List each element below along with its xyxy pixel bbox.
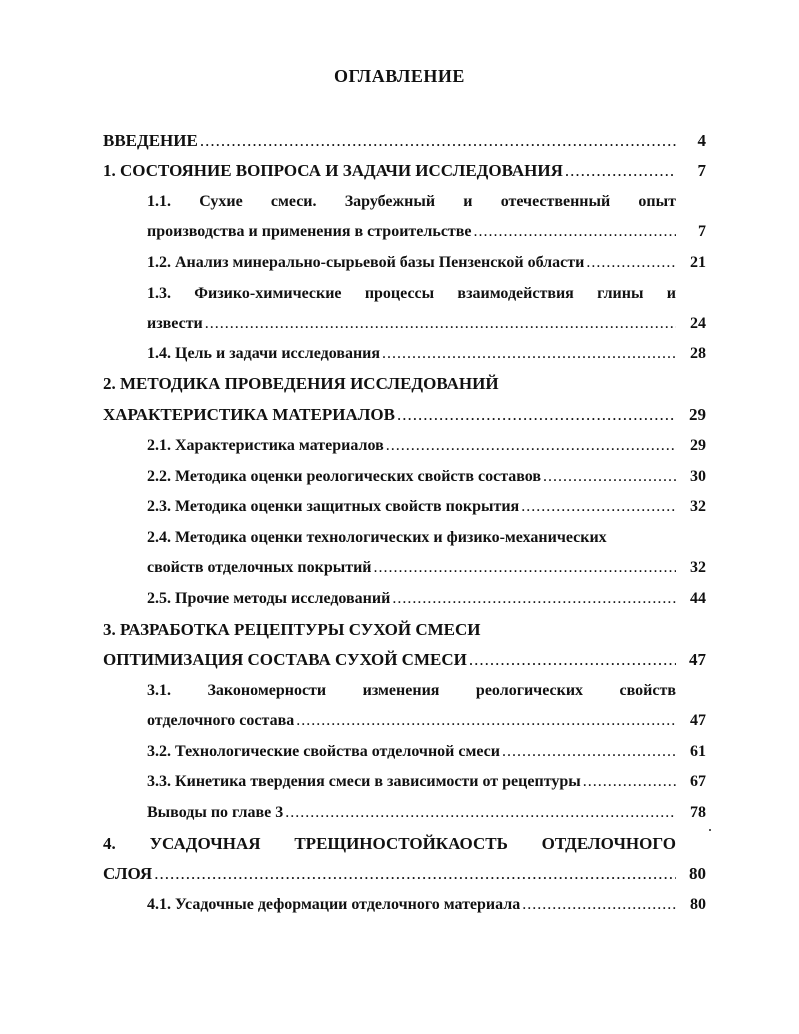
dot-leader [583,769,676,795]
toc-page-number: 4 [697,131,706,150]
toc-entry-title: 1.4. Цель и задачи исследования [147,345,381,362]
dot-leader [205,311,676,337]
toc-entry-title: 1.1. Сухие смеси. Зарубежный и отечественный опыт [147,193,676,210]
dot-leader [285,800,676,826]
dot-leader [586,250,676,276]
toc-entry-title: 2.2. Методика оценки реологических свойств составов [147,468,542,485]
toc-entry-title: 3. РАЗРАБОТКА РЕЦЕПТУРЫ СУХОЙ СМЕСИ [103,620,481,639]
dot-leader [522,892,676,918]
toc-entry[interactable] [147,494,706,520]
toc-page-number: 32 [690,559,706,576]
toc-entry-title: Выводы по главе 3 [147,804,284,821]
dot-leader [397,402,676,428]
dot-leader [382,341,676,367]
dot-leader [565,158,676,184]
toc-page-number: 21 [690,254,706,271]
toc-entry[interactable] [147,739,706,765]
toc-entry-title: 3.2. Технологические свойства отделочной смеси [147,743,500,760]
toc-entry-title: производства и применения в строительстве [147,223,472,240]
toc-entry-title: 2.4. Методика оценки технологических и физико-механических [147,529,607,546]
toc-entry-title: извести [147,315,203,332]
toc-entry-title: 2.3. Методика оценки защитных свойств покрытия [147,498,520,515]
dot-leader [200,128,676,154]
toc-entry-title: свойств отделочных покрытий [147,559,372,576]
toc-entry[interactable] [147,433,706,459]
toc-entry[interactable] [103,128,706,154]
toc-entry[interactable] [147,341,706,367]
toc-page-number: 30 [690,468,706,485]
toc-entry-title: 4. УСАДОЧНАЯ ТРЕЩИНОСТОЙКАОСТЬ ОТДЕЛОЧНОГО [103,834,676,853]
toc-entry[interactable] [147,555,706,581]
toc-entry-title: 1.2. Анализ минерально-сырьевой базы Пензенской области [147,254,585,271]
toc-entry-line1[interactable] [147,189,706,215]
toc-entry-title: ВВЕДЕНИЕ [103,131,198,150]
toc-entry-title: 4.1. Усадочные деформации отделочного материала [147,896,521,913]
toc-entry-title: ОПТИМИЗАЦИЯ СОСТАВА СУХОЙ СМЕСИ [103,650,467,669]
toc-entry[interactable] [103,402,706,428]
toc-entry-line1[interactable] [147,525,706,551]
scan-speck [709,829,711,831]
dot-leader [502,739,676,765]
toc-entry[interactable] [147,769,706,795]
toc-entry-title: 2.1. Характеристика материалов [147,437,384,454]
toc-entry-title: 3.1. Закономерности изменения реологических свойств [147,682,676,699]
dot-leader [154,861,676,887]
dot-leader [392,586,676,612]
toc-page-number: 47 [689,650,706,669]
toc-entry-line1[interactable] [103,617,706,643]
page-title: ОГЛАВЛЕНИЕ [334,66,465,86]
toc-page-number: 29 [689,405,706,424]
toc-entry-title: 1. СОСТОЯНИЕ ВОПРОСА И ЗАДАЧИ ИССЛЕДОВАНИЯ [103,161,563,180]
toc-page-number: 61 [690,743,706,760]
toc-entry[interactable] [147,708,706,734]
toc-page-number: 28 [690,345,706,362]
toc-page-number: 44 [690,590,706,607]
dot-leader [543,464,676,490]
toc-page-number: 24 [690,315,706,332]
toc-entry[interactable] [147,219,706,245]
toc-page-number: 67 [690,773,706,790]
toc-entry-title: 3.3. Кинетика твердения смеси в зависимости от рецептуры [147,773,581,790]
toc-page-number: 32 [690,498,706,515]
toc-entry[interactable] [103,158,706,184]
toc-entry[interactable] [147,892,706,918]
toc-entry-title: 1.3. Физико-химические процессы взаимодействия глины и [147,285,676,302]
toc-entry[interactable] [147,250,706,276]
toc-entry[interactable] [147,800,706,826]
toc-entry[interactable] [103,861,706,887]
toc-entry[interactable] [103,647,706,673]
toc-page-number: 80 [689,864,706,883]
toc-entry-line1[interactable] [103,831,706,857]
dot-leader [474,219,676,245]
toc-page-number: 7 [697,161,706,180]
toc-page-number: 80 [690,896,706,913]
toc-entry-title: ХАРАКТЕРИСТИКА МАТЕРИАЛОВ [103,405,395,424]
dot-leader [521,494,676,520]
toc-page-number: 78 [690,804,706,821]
dot-leader [374,555,676,581]
dot-leader [386,433,676,459]
dot-leader [469,647,676,673]
toc-page-number: 47 [690,712,706,729]
toc-page-number: 29 [690,437,706,454]
toc-entry-title: 2.5. Прочие методы исследований [147,590,391,607]
dot-leader [296,708,676,734]
toc-entry[interactable] [147,586,706,612]
toc-entry-line1[interactable] [103,371,706,397]
toc-entry[interactable] [147,311,706,337]
toc-entry-title: СЛОЯ [103,864,153,883]
toc-entry-title: отделочного состава [147,712,295,729]
toc-entry-line1[interactable] [147,678,706,704]
toc-entry[interactable] [147,464,706,490]
toc-page-number: 7 [698,223,706,240]
toc-entry-title: 2. МЕТОДИКА ПРОВЕДЕНИЯ ИССЛЕДОВАНИЙ [103,374,499,393]
toc-entry-line1[interactable] [147,281,706,307]
